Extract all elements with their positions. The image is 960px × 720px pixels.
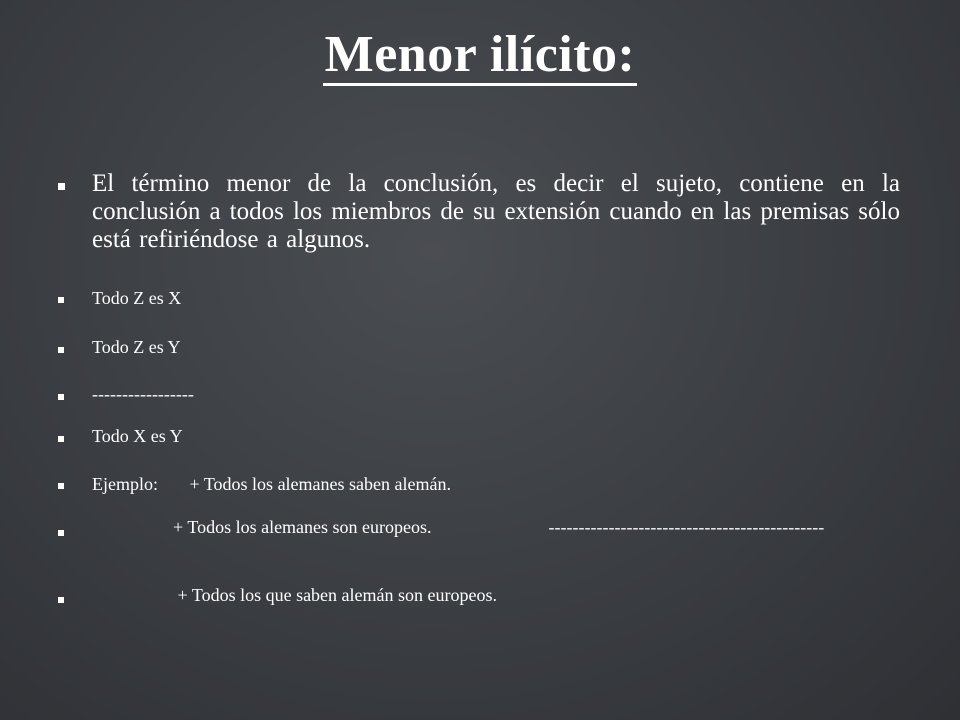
bullet-text: Todo Z es X — [92, 288, 182, 308]
slide-title — [0, 22, 960, 88]
bullet-text: ----------------- — [92, 384, 194, 404]
bullet-text-lead: El término menor de la conclusión, es decir el sujeto, contiene en la conclusión a todos los miembros de su extensión cuando en las premisas sólo está refiriéndose a algunos. — [92, 170, 909, 253]
square-bullet-icon — [58, 347, 64, 353]
bullet-text: Todo Z es Y — [92, 337, 181, 357]
slide-title-text: Menor ilícito: — [323, 26, 638, 86]
square-bullet-icon — [58, 394, 64, 400]
square-bullet-icon — [58, 436, 64, 442]
bullet-text: + Todos los que saben alemán son europeos. — [92, 585, 497, 605]
square-bullet-icon — [58, 530, 64, 536]
square-bullet-icon — [58, 297, 64, 303]
square-bullet-icon — [58, 597, 64, 603]
bullet-text: + Todos los alemanes son europeos. ---------------------------------------------- — [92, 517, 825, 537]
square-bullet-icon — [58, 483, 64, 489]
bullet-text: Ejemplo: + Todos los alemanes saben alemán. — [92, 474, 451, 494]
bullet-text: Todo X es Y — [92, 426, 183, 446]
square-bullet-icon — [58, 183, 65, 190]
